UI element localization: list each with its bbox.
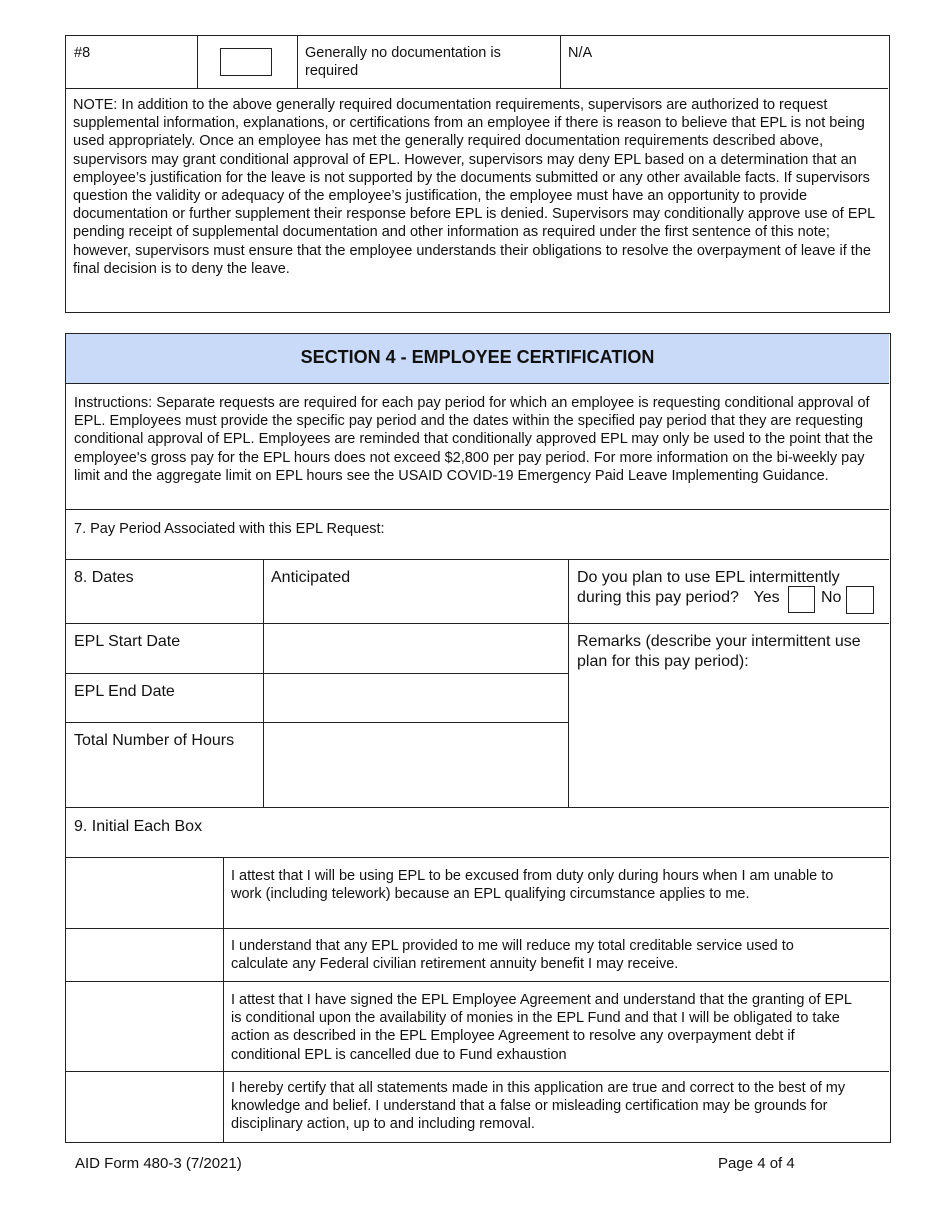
remarks-label: Remarks (describe your intermittent use plan for this pay period): — [577, 633, 861, 670]
attestation-1-text: I attest that I will be using EPL to be excused from duty only during hours when I am unable to work (including telework) because an EPL qualifying circumstance applies to me. — [231, 868, 834, 903]
row-8-checkbox[interactable] — [220, 48, 272, 76]
anticipated-label: Anticipated — [271, 569, 351, 586]
remarks-field[interactable] — [571, 674, 887, 806]
column-divider — [263, 560, 264, 808]
no-checkbox[interactable] — [846, 586, 874, 614]
page-number: Page 4 of 4 — [718, 1155, 795, 1172]
column-divider — [297, 36, 298, 89]
intermittent-question-line1: Do you plan to use EPL intermittently — [577, 569, 840, 586]
row-divider — [569, 623, 889, 624]
initial-box-4[interactable] — [66, 1073, 223, 1141]
total-hours-label: Total Number of Hours — [74, 732, 235, 749]
dates-label: 8. Dates — [74, 569, 134, 586]
no-label: No — [821, 589, 842, 606]
attestation-4-text: I hereby certify that all statements made in this application are true and correct to the best of my knowledge and belief. I understand that a false or misleading certification may be grounds for disciplinary action, up to and including removal. — [231, 1080, 846, 1133]
row-divider — [66, 722, 569, 723]
intermittent-question-line2-text: during this pay period? — [577, 589, 739, 606]
column-divider — [560, 36, 561, 89]
end-date-label: EPL End Date — [74, 683, 175, 700]
pay-period-row[interactable] — [66, 510, 889, 560]
yes-label: Yes — [753, 589, 780, 606]
instructions-block — [66, 384, 889, 510]
total-hours-field[interactable] — [265, 724, 567, 806]
row-divider — [66, 673, 569, 674]
initial-label: 9. Initial Each Box — [74, 818, 203, 835]
column-divider — [568, 560, 569, 808]
section-title: SECTION 4 - EMPLOYEE CERTIFICATION — [300, 347, 655, 367]
instructions-text: Instructions: Separate requests are required for each pay period for which an employee is requesting conditional approval of EPL. Employees must provide the specific pay period and the dates within the specified pay period that they are requesting conditional approval of EPL. Employees are reminded that conditionally approved EPL may only be used to the point that the employee's gross pay for the EPL hours does not exceed $2,800 per pay period. For more information on the bi-weekly pay limit and the aggregate limit on EPL hours see the USAID COVID-19 Emergency Paid Leave Implementing Guidance. — [74, 395, 874, 484]
form-id: AID Form 480-3 (7/2021) — [75, 1155, 242, 1172]
section-4 — [65, 333, 891, 1143]
start-date-field[interactable] — [265, 625, 567, 672]
attestation-2-text: I understand that any EPL provided to me will reduce my total creditable service used to calculate any Federal civilian retirement annuity benefit I may receive. — [231, 938, 794, 973]
row-number: #8 — [74, 45, 91, 61]
initial-label-row — [66, 808, 889, 858]
row-8-value: N/A — [568, 45, 593, 61]
row-8-documentation: Generally no documentation is required — [305, 45, 501, 80]
column-divider — [197, 36, 198, 89]
top-table — [65, 35, 890, 313]
row-divider — [66, 623, 569, 624]
start-date-label: EPL Start Date — [74, 633, 181, 650]
pay-period-label: 7. Pay Period Associated with this EPL Request: — [74, 521, 385, 537]
supervisor-note: NOTE: In addition to the above generally required documentation requirements, supervisors are authorized to request supplemental information, explanations, or certifications from an employee if there is reason to believe that EPL is not being used appropriately. Once an employee has met the generally required documentation requirements described above, supervisors may grant conditional approval of EPL. However, supervisors may deny EPL based on a determination that an employee’s justification for the leave is not supported by the documents submitted or any other available facts. If supervisors question the validity or adequacy of the employee’s justification, the employee must have an opportunity to provide documentation or further supplement their response before EPL is denied. Supervisors may conditionally approve use of EPL pending receipt of supplemental documentation and other information as required under the first sentence of this note; however, supervisors must ensure that the employee understands their obligations to resolve the overpayment of leave if the final decision is to deny the leave. — [73, 97, 875, 277]
end-date-field[interactable] — [265, 675, 567, 721]
attestation-3-text: I attest that I have signed the EPL Employee Agreement and understand that the granting of EPL is conditional upon the availability of monies in the EPL Fund and that I will be obligated to take action as described in the EPL Employee Agreement to resolve any overpayment debt if conditional EPL is cancelled due to Fund exhaustion — [231, 992, 852, 1063]
yes-checkbox[interactable] — [788, 586, 815, 613]
section-4-header — [66, 334, 889, 384]
